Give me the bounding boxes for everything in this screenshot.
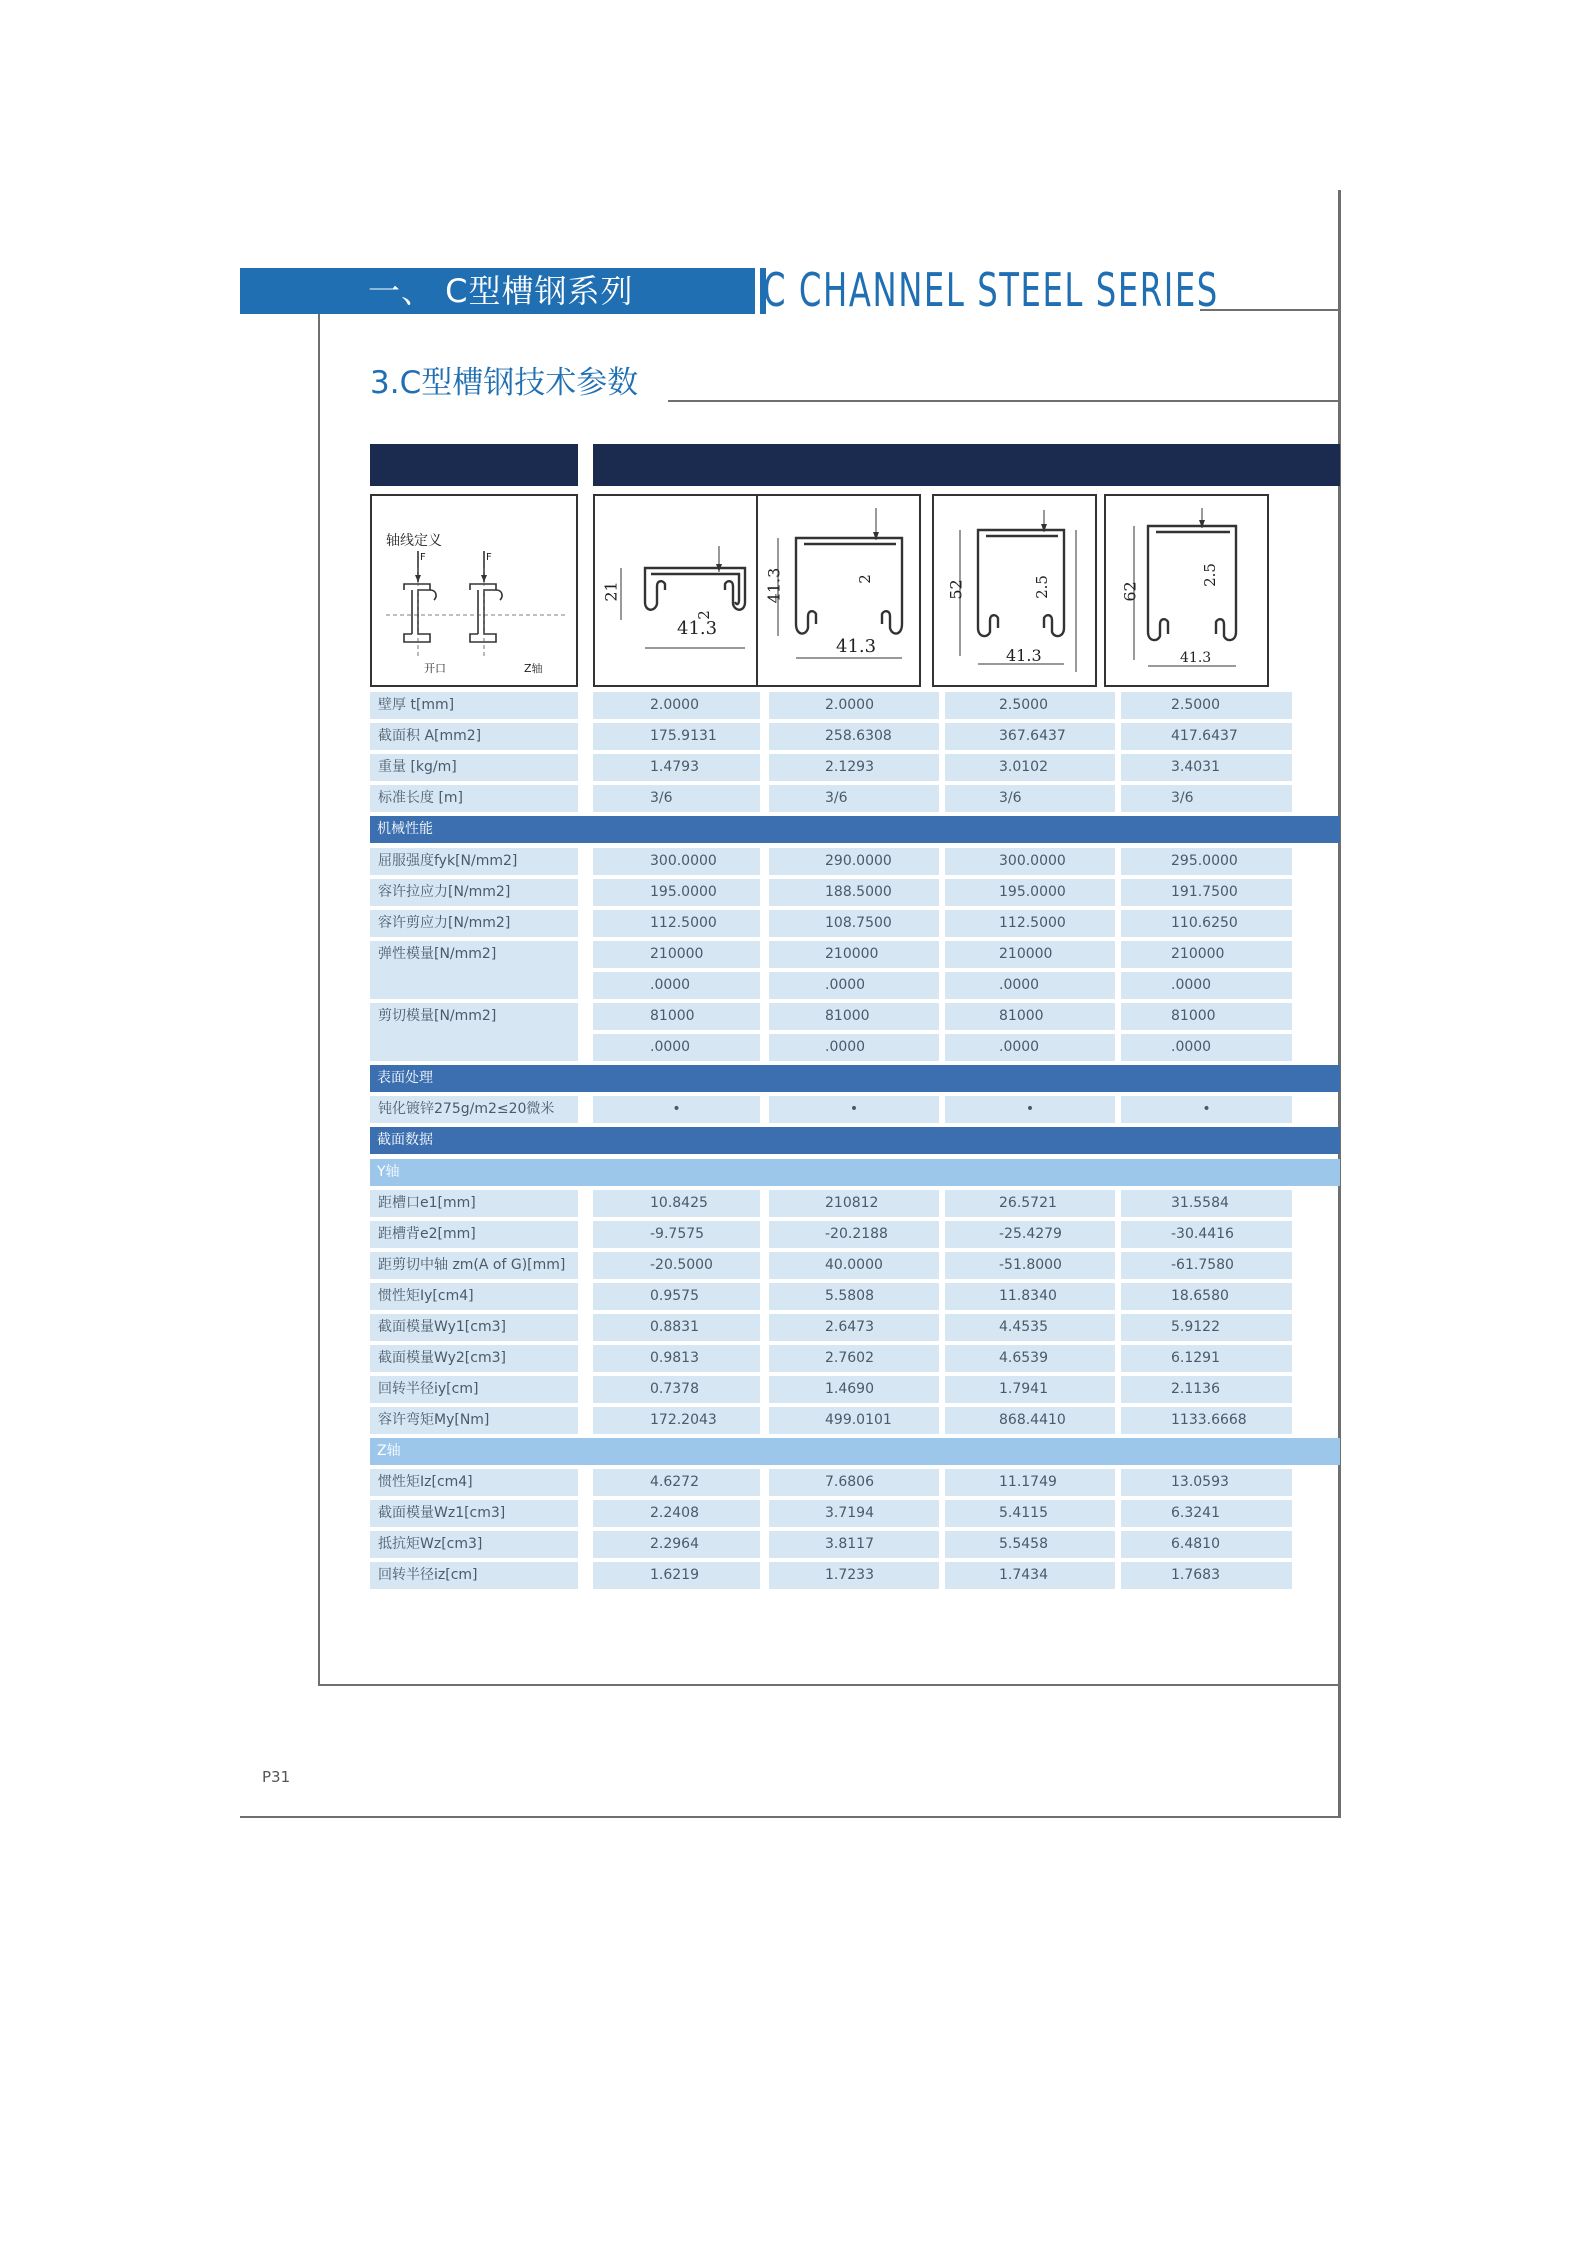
header-title-cn: 一、 C型槽钢系列 bbox=[368, 272, 634, 310]
cell-value: 2.1293 bbox=[769, 754, 939, 781]
cell-value: 295.0000 bbox=[1121, 848, 1292, 875]
footer-line bbox=[240, 1816, 1340, 1818]
cell-value: 300.0000 bbox=[945, 848, 1115, 875]
profile-2-height: 41.3 bbox=[764, 567, 784, 604]
cell-value: 4.6272 bbox=[593, 1469, 760, 1496]
cell-value: 191.7500 bbox=[1121, 879, 1292, 906]
axis-definition-title: 轴线定义 bbox=[386, 533, 442, 549]
cell-value: 0.8831 bbox=[593, 1314, 760, 1341]
row-label: 容许拉应力[N/mm2] bbox=[370, 879, 578, 906]
cell-value-cont: .0000 bbox=[593, 1034, 760, 1061]
row-label: 截面积 A[mm2] bbox=[370, 723, 578, 750]
profile-3-thickness: 2.5 bbox=[1032, 575, 1051, 599]
cell-value: 6.1291 bbox=[1121, 1345, 1292, 1372]
cell-value: 195.0000 bbox=[593, 879, 760, 906]
cell-value: 40.0000 bbox=[769, 1252, 939, 1279]
profile-4-width: 41.3 bbox=[1180, 650, 1212, 666]
profile-1-thickness: 2 bbox=[694, 610, 713, 620]
cell-value-cont: .0000 bbox=[1121, 1034, 1292, 1061]
table-header-left bbox=[370, 444, 578, 486]
cell-value: 2.6473 bbox=[769, 1314, 939, 1341]
cell-value: -9.7575 bbox=[593, 1221, 760, 1248]
cell-value: 3/6 bbox=[769, 785, 939, 812]
cell-value: 26.5721 bbox=[945, 1190, 1115, 1217]
check-dot: • bbox=[593, 1096, 760, 1123]
cell-value: 1.6219 bbox=[593, 1562, 760, 1589]
row-label: 容许剪应力[N/mm2] bbox=[370, 910, 578, 937]
axis-definition-figure bbox=[372, 496, 576, 685]
cell-value: 110.6250 bbox=[1121, 910, 1292, 937]
cell-value: 188.5000 bbox=[769, 879, 939, 906]
subsection-y-axis: Y轴 bbox=[370, 1159, 1340, 1186]
cell-value: 172.2043 bbox=[593, 1407, 760, 1434]
cell-value: 1.7434 bbox=[945, 1562, 1115, 1589]
row-label: 截面模量Wz1[cm3] bbox=[370, 1500, 578, 1527]
cell-value: 10.8425 bbox=[593, 1190, 760, 1217]
cell-value: 2.5000 bbox=[945, 692, 1115, 719]
check-dot: • bbox=[769, 1096, 939, 1123]
frame-right-line bbox=[1338, 190, 1341, 1818]
frame-left-line bbox=[318, 314, 320, 1686]
cell-value: 5.4115 bbox=[945, 1500, 1115, 1527]
force-label-right: F bbox=[486, 552, 492, 563]
cell-value: 5.5808 bbox=[769, 1283, 939, 1310]
z-axis-caption: Z轴 bbox=[524, 662, 543, 675]
subsection-z-axis: Z轴 bbox=[370, 1438, 1340, 1465]
section-mechanical: 机械性能 bbox=[370, 816, 1340, 843]
row-label: 距剪切中轴 zm(A of G)[mm] bbox=[370, 1252, 578, 1279]
profile-image-3 bbox=[932, 494, 1097, 687]
profile-1-height: 21 bbox=[601, 581, 621, 602]
cell-value: 81000 bbox=[1121, 1003, 1292, 1030]
cell-value: 0.9813 bbox=[593, 1345, 760, 1372]
cell-value: 4.4535 bbox=[945, 1314, 1115, 1341]
cell-value: 7.6806 bbox=[769, 1469, 939, 1496]
cell-value: 1.4690 bbox=[769, 1376, 939, 1403]
page-number: P31 bbox=[262, 1768, 291, 1786]
subtitle-rule bbox=[668, 400, 1340, 402]
row-label: 惯性矩Iz[cm4] bbox=[370, 1469, 578, 1496]
table-header-right bbox=[593, 444, 1340, 486]
cell-value: 112.5000 bbox=[593, 910, 760, 937]
row-label: 屈服强度fyk[N/mm2] bbox=[370, 848, 578, 875]
cell-value: -20.2188 bbox=[769, 1221, 939, 1248]
section-title: 3.C型槽钢技术参数 bbox=[370, 365, 639, 401]
cell-value-cont: .0000 bbox=[945, 1034, 1115, 1061]
cell-value: 6.4810 bbox=[1121, 1531, 1292, 1558]
cell-value: 2.2408 bbox=[593, 1500, 760, 1527]
force-label-left: F bbox=[420, 552, 426, 563]
cell-value: 2.1136 bbox=[1121, 1376, 1292, 1403]
cell-value: 31.5584 bbox=[1121, 1190, 1292, 1217]
cell-value: 6.3241 bbox=[1121, 1500, 1292, 1527]
cell-value: 2.7602 bbox=[769, 1345, 939, 1372]
frame-bottom-line bbox=[318, 1684, 1340, 1686]
profile-2-width: 41.3 bbox=[836, 636, 877, 657]
row-label: 距槽背e2[mm] bbox=[370, 1221, 578, 1248]
cell-value: 81000 bbox=[945, 1003, 1115, 1030]
cell-value: 11.8340 bbox=[945, 1283, 1115, 1310]
cell-value: 210000 bbox=[1121, 941, 1292, 968]
cell-value: 5.9122 bbox=[1121, 1314, 1292, 1341]
cell-value: 3.0102 bbox=[945, 754, 1115, 781]
profile-4-thickness: 2.5 bbox=[1200, 563, 1219, 587]
cell-value: 2.0000 bbox=[769, 692, 939, 719]
cell-value: 3/6 bbox=[593, 785, 760, 812]
row-label: 钝化镀锌275g/m2≤20微米 bbox=[370, 1096, 578, 1123]
cell-value: 0.7378 bbox=[593, 1376, 760, 1403]
check-dot: • bbox=[945, 1096, 1115, 1123]
cell-value: 258.6308 bbox=[769, 723, 939, 750]
profile-3-height: 52 bbox=[946, 579, 966, 600]
cell-value: -30.4416 bbox=[1121, 1221, 1292, 1248]
profile-image-1 bbox=[593, 494, 760, 687]
profile-image-4 bbox=[1104, 494, 1269, 687]
cell-value: -25.4279 bbox=[945, 1221, 1115, 1248]
cell-value: 1.4793 bbox=[593, 754, 760, 781]
check-dot: • bbox=[1121, 1096, 1292, 1123]
profile-2-thickness: 2 bbox=[855, 574, 874, 584]
cell-value: 417.6437 bbox=[1121, 723, 1292, 750]
cell-value: 81000 bbox=[769, 1003, 939, 1030]
cell-value: 210000 bbox=[593, 941, 760, 968]
open-caption: 开口 bbox=[424, 662, 446, 675]
row-label: 距槽口e1[mm] bbox=[370, 1190, 578, 1217]
cell-value: 290.0000 bbox=[769, 848, 939, 875]
cell-value: 3.4031 bbox=[1121, 754, 1292, 781]
row-label: 回转半径iz[cm] bbox=[370, 1562, 578, 1589]
cell-value: 210812 bbox=[769, 1190, 939, 1217]
cell-value: -20.5000 bbox=[593, 1252, 760, 1279]
cell-value: 81000 bbox=[593, 1003, 760, 1030]
row-label: 截面模量Wy1[cm3] bbox=[370, 1314, 578, 1341]
cell-value-cont: .0000 bbox=[769, 972, 939, 999]
profile-image-2 bbox=[756, 494, 921, 687]
header-title-en: C CHANNEL STEEL SERIES bbox=[763, 263, 1219, 317]
cell-value: 210000 bbox=[769, 941, 939, 968]
cell-value: 5.5458 bbox=[945, 1531, 1115, 1558]
cell-value: 2.5000 bbox=[1121, 692, 1292, 719]
cell-value-cont: .0000 bbox=[1121, 972, 1292, 999]
cell-value: 1.7683 bbox=[1121, 1562, 1292, 1589]
row-label: 弹性模量[N/mm2] bbox=[370, 941, 578, 999]
row-label: 容许弯矩My[Nm] bbox=[370, 1407, 578, 1434]
section-data: 截面数据 bbox=[370, 1127, 1340, 1154]
cell-value: 13.0593 bbox=[1121, 1469, 1292, 1496]
cell-value-cont: .0000 bbox=[945, 972, 1115, 999]
cell-value: 1.7941 bbox=[945, 1376, 1115, 1403]
cell-value: 18.6580 bbox=[1121, 1283, 1292, 1310]
cell-value: 2.0000 bbox=[593, 692, 760, 719]
cell-value: -61.7580 bbox=[1121, 1252, 1292, 1279]
cell-value-cont: .0000 bbox=[769, 1034, 939, 1061]
cell-value: 112.5000 bbox=[945, 910, 1115, 937]
cell-value: 3/6 bbox=[1121, 785, 1292, 812]
cell-value: 108.7500 bbox=[769, 910, 939, 937]
row-label: 回转半径iy[cm] bbox=[370, 1376, 578, 1403]
row-label: 壁厚 t[mm] bbox=[370, 692, 578, 719]
cell-value: 3.7194 bbox=[769, 1500, 939, 1527]
row-label: 标准长度 [m] bbox=[370, 785, 578, 812]
cell-value: 0.9575 bbox=[593, 1283, 760, 1310]
row-label: 惯性矩Iy[cm4] bbox=[370, 1283, 578, 1310]
cell-value: 11.1749 bbox=[945, 1469, 1115, 1496]
row-label: 截面模量Wy2[cm3] bbox=[370, 1345, 578, 1372]
row-label: 剪切模量[N/mm2] bbox=[370, 1003, 578, 1061]
row-label: 抵抗矩Wz[cm3] bbox=[370, 1531, 578, 1558]
cell-value: -51.8000 bbox=[945, 1252, 1115, 1279]
profile-1-width: 41.3 bbox=[677, 618, 718, 639]
cell-value: 4.6539 bbox=[945, 1345, 1115, 1372]
section-surface: 表面处理 bbox=[370, 1065, 1340, 1092]
cell-value: 2.2964 bbox=[593, 1531, 760, 1558]
cell-value: 1.7233 bbox=[769, 1562, 939, 1589]
cell-value-cont: .0000 bbox=[593, 972, 760, 999]
cell-value: 3.8117 bbox=[769, 1531, 939, 1558]
header-rule bbox=[1200, 309, 1340, 311]
cell-value: 210000 bbox=[945, 941, 1115, 968]
row-label: 重量 [kg/m] bbox=[370, 754, 578, 781]
cell-value: 868.4410 bbox=[945, 1407, 1115, 1434]
cell-value: 195.0000 bbox=[945, 879, 1115, 906]
profile-3-width: 41.3 bbox=[1006, 646, 1042, 665]
cell-value: 499.0101 bbox=[769, 1407, 939, 1434]
cell-value: 175.9131 bbox=[593, 723, 760, 750]
cell-value: 367.6437 bbox=[945, 723, 1115, 750]
cell-value: 1133.6668 bbox=[1121, 1407, 1292, 1434]
axis-definition-diagram bbox=[370, 494, 578, 687]
profile-4-height: 62 bbox=[1120, 581, 1140, 602]
cell-value: 300.0000 bbox=[593, 848, 760, 875]
cell-value: 3/6 bbox=[945, 785, 1115, 812]
